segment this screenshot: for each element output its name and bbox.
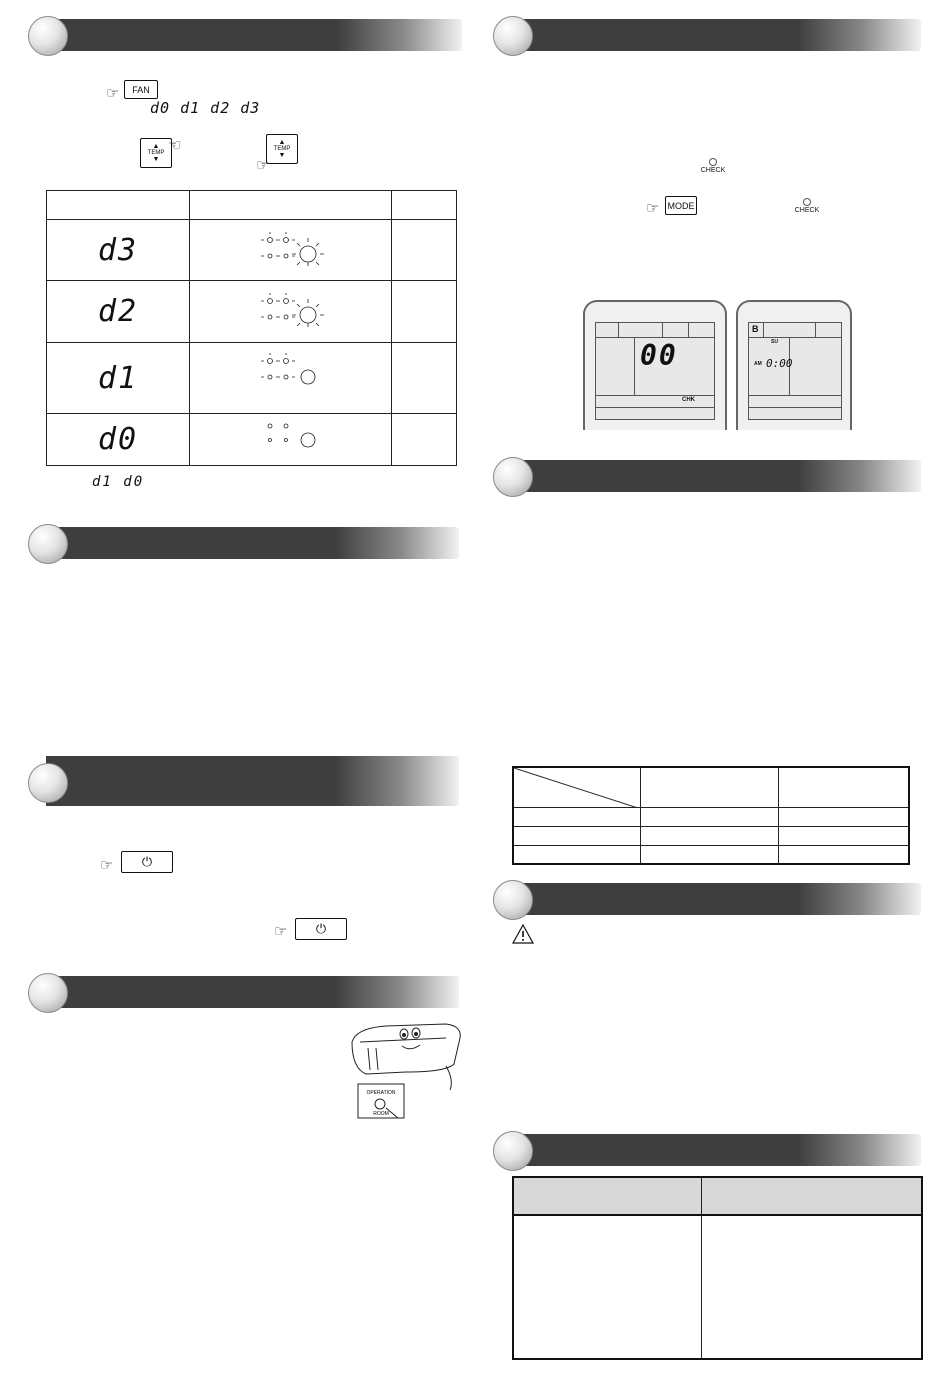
fan-leds-icon [260,353,330,389]
section-header-bar [46,527,459,559]
display-code: d3 [97,232,139,268]
display-code: d1 [97,360,139,396]
section-bullet [493,1131,533,1171]
b-indicator: B [752,324,759,334]
su-indicator: SU [771,339,778,345]
note-codes: d1 d0 [92,474,145,490]
section-header-bar [511,19,921,51]
remote-control-2 [736,300,852,430]
diagonal-line-icon [514,768,638,808]
check-button[interactable]: CHECK [698,158,728,174]
pointing-hand-icon: ☞ [100,857,114,874]
triangle-up-icon: ▲ [278,139,286,146]
section-header-bar [511,460,921,492]
section-bullet [493,457,533,497]
check-button[interactable]: CHECK [792,198,822,214]
indoor-unit-illustration [346,1018,466,1120]
power-button[interactable] [295,918,347,940]
power-icon: ⏻ [315,921,327,936]
triangle-up-icon: ▲ [152,143,160,150]
chk-indicator: CHK [682,397,695,403]
section-bullet [28,763,68,803]
display-code: d2 [97,294,139,329]
pointing-hand-icon: ☞ [274,923,288,940]
check-dot-icon [803,198,811,206]
section-bullet [493,880,533,920]
section-bullet [28,973,68,1013]
triangle-down-icon: ▼ [278,152,286,159]
display-sequence: d0 d1 d2 d3 [150,99,261,117]
section-header-bar [46,19,462,51]
remote-control-1 [583,300,727,430]
section-bullet [493,16,533,56]
settings-table [512,766,910,865]
section-header-bar [46,976,459,1008]
pointing-hand-icon: ☞ [646,200,660,217]
display-code: d0 [97,422,139,457]
remote-lcd [595,322,715,420]
pointing-hand-icon: ☞ [106,85,120,102]
fan-leds-icon [260,293,330,329]
remote-time: 0:00 [766,357,793,370]
pointing-hand-icon: ☜ [168,137,182,154]
section-bullet [28,16,68,56]
remote-digits: 00 [640,339,678,372]
fan-button[interactable]: FAN [124,80,158,99]
warning-icon [512,924,534,944]
temp-button-down[interactable]: ▲ TEMP ▼ [266,134,298,164]
section-header-bar [511,1134,921,1166]
operation-label: OPERATION [366,1090,396,1096]
power-icon: ⏻ [141,854,153,869]
am-indicator: AM [754,361,762,367]
section-header-bar [511,883,921,915]
room-label: ROOM [373,1111,389,1117]
temp-button-up[interactable]: ▲ TEMP ▼ [140,138,172,168]
troubleshooting-table [512,1176,923,1360]
mode-button[interactable]: MODE [665,196,697,215]
fan-leds-icon [260,232,330,268]
section-header-bar [46,756,459,806]
fan-leds-icon [260,420,330,452]
triangle-down-icon: ▼ [152,156,160,163]
section-bullet [28,524,68,564]
pointing-hand-icon: ☞ [256,157,270,174]
fan-speed-table [46,190,457,466]
remote-lcd [748,322,842,420]
check-dot-icon [709,158,717,166]
power-button[interactable] [121,851,173,873]
